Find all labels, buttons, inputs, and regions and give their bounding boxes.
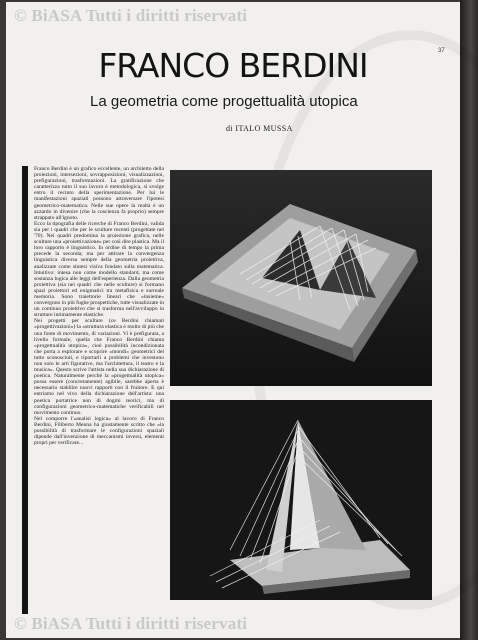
article-body	[34, 166, 164, 614]
watermark-bottom: © BiASA Tutti i diritti riservati	[14, 614, 248, 633]
sculpture-photo-bottom	[170, 400, 432, 600]
sculpture-photo-top	[170, 170, 432, 386]
article-subtitle: La geometria come progettualità utopica	[90, 93, 358, 110]
article-title: FRANCO BERDINI	[98, 46, 368, 85]
margin-bar-bottom	[22, 374, 28, 614]
paragraph: Ecco la tipografia delle ricerche di Franco Berdini, valida sia per i quadri che per le sculture recenti (progettate nel '70). Nei quadri predomina la proiezione grafica, nelle sculture una «proiettivazione» per così dire plastica. Ma il loro rapporto è linguistico. In ordine di tempo la prima precede la seconda; ma per attirare la convergenza linguistica diversa sempre della geometria proiettiva, analizzate come sintesi visiva fondato sulla matematica. Intuitivo: intesa non come modello standard, ma come sostanza logica alle leggi dell'esperienza. Dalla geometria proiettiva (sia nei quadri che nelle sculture) si formano spazi proiettori ed enigmatici tra metafisica e surreale memoria. Sono traiettorie lineari che «insieme» convergono in più fughe prospettiche, tutte visualizzate in un continuo proiettivo che si trasforma nell'avviluppo in strutture intimamente elastiche.	[34, 220, 164, 319]
watermark-top: © BiASA Tutti i diritti riservati	[14, 6, 248, 25]
article-byline: di ITALO MUSSA	[226, 124, 293, 133]
margin-bar-top	[22, 166, 28, 374]
paragraph: Nei progetti per sculture (ce Berdini chiamati «progettivazioni») la «struttura elastica è molto di più che una fonte di movimento, di variazioni. Vi è prefigurata, a livello formale, quella che Franco Berdini chiama «progettualità utopica», cioè possibilità incondizionata che porta a esplorare e scoprire «mondi» geometrici del tutto sconosciuti, e riportarli a problemi che investono non solo le arti figurative, ma l'architettura, il teatro e la musica». Questo scrive l'artista nella sua dichiarazione di poetica. Naturalmente perché la «progettualità utopica» possa essere (concretamente) agibile, sarebbe aperta è necessario stabilire nuovi rapporti con il fruitore. E qui entriamo nel vivo della dichiarazione dell'artista: una poetica portatrice non di dogmi teorici, ma di configurazioni geometrico-matematiche verificabili nel movimento continuo.	[34, 318, 164, 416]
paragraph: Franco Berdini è un grafico eccellente, un architetto della proiezioni, intersezioni, sovrapposizioni, visualizzazioni, prefigurazioni, trasformazioni. La gratificazione che caratterizza tutto il suo lavoro è metodologica, si svolge entro il recinto della sperimentazione. Per lui le manifestazioni spaziali possono attraversare l'ipotesi geometrico-matematica. Nelle sue opere la realtà è un azzardo in divenire (che la coscienza fa proprio) sempre strappato all'ignoto.	[34, 166, 164, 221]
page-number: 37	[438, 48, 445, 54]
paragraph: Nel comporre l'«analisi logica» al lavoro di Franco Berdini, Filiberto Menna ha giustamente scritto che «la possibilità di trasformare le configurazioni spaziali dipende dall'invenzione di meccanismi inversi, elementi propri per verificare...	[34, 415, 164, 447]
